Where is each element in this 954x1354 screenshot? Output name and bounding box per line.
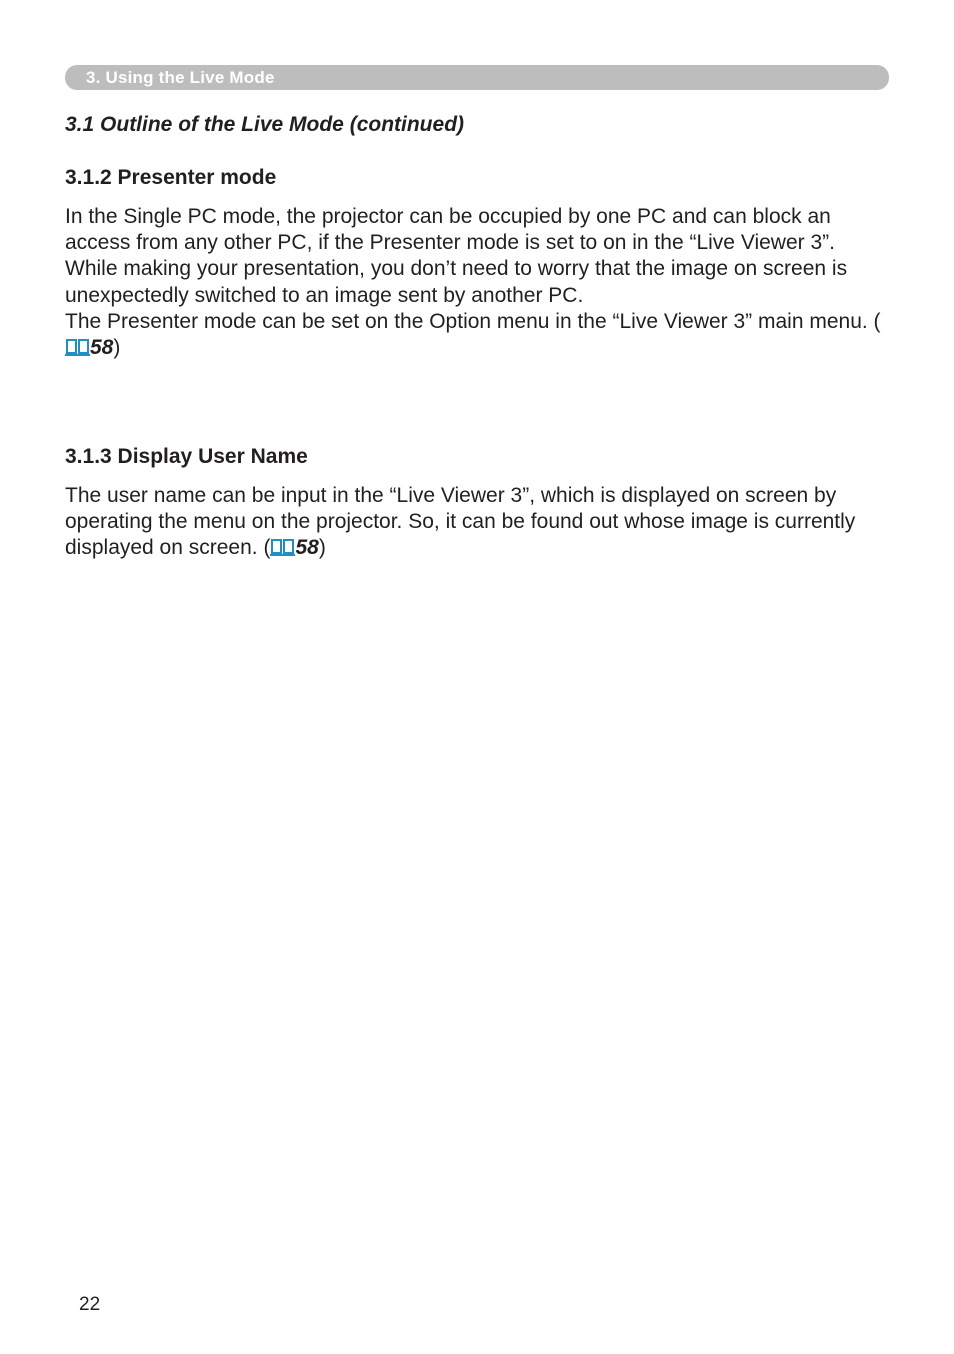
presenter-mode-heading: 3.1.2 Presenter mode [65,166,277,189]
page-number: 22 [79,1294,101,1315]
reference-page-number: 58 [295,536,319,560]
paragraph: In the Single PC mode, the projector can be occupied by one PC and can block an access from any other PC, if the Presenter mode is set to on in the “Live Viewer 3”. [65,205,835,255]
book-icon [65,337,90,357]
display-user-name-body [65,483,900,562]
paragraph-text: ) [113,336,121,360]
paragraph-text: The Presenter mode can be set on the Option menu in the “Live Viewer 3” main menu. ( [65,309,881,333]
presenter-mode-body [65,204,900,361]
reference-page-number: 58 [90,336,114,360]
paragraph-text: The user name can be input in the “Live Viewer 3”, which is displayed on screen by operating the menu on the projector. So, it can be found out whose image is currently displayed on screen. ( [65,484,856,560]
book-icon [270,537,295,557]
page-reference-link[interactable] [65,336,113,359]
display-user-name-heading: 3.1.3 Display User Name [65,445,308,468]
chapter-header-bar [65,65,889,90]
page-reference-link[interactable] [270,536,318,559]
paragraph-text: ) [318,536,326,560]
paragraph [65,483,900,562]
chapter-title: 3. Using the Live Mode [86,67,275,87]
paragraph [65,309,900,361]
section-title: 3.1 Outline of the Live Mode (continued) [65,113,465,136]
paragraph: While making your presentation, you don’t need to worry that the image on screen is unexpectedly switched to an image sent by another PC. [65,257,848,307]
